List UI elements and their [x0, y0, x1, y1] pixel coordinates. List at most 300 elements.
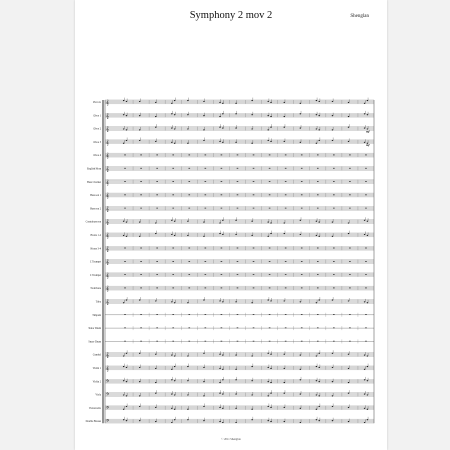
rest-mark: [188, 274, 190, 275]
staff-15: [90, 285, 374, 292]
note-head: [267, 353, 269, 354]
staff-3: [93, 124, 374, 132]
instrument-label: Horns 1-2: [90, 234, 101, 237]
note-head: [348, 233, 350, 234]
rest-mark: [124, 288, 126, 289]
rest-mark: [156, 274, 158, 275]
note-head: [222, 220, 224, 221]
rest-mark: [253, 328, 255, 329]
note-head: [187, 355, 189, 356]
note-head: [284, 354, 286, 355]
note-head: [174, 302, 176, 303]
note-head: [251, 366, 253, 367]
note-head: [126, 367, 128, 368]
note-head: [318, 115, 320, 116]
rest-mark: [333, 314, 335, 315]
note-head: [267, 406, 269, 407]
note-head: [235, 369, 237, 370]
rest-mark: [124, 248, 126, 249]
rest-mark: [317, 328, 319, 329]
note-head: [284, 421, 286, 422]
note-head: [318, 367, 320, 368]
note-head: [171, 103, 173, 104]
rest-mark: [172, 274, 174, 275]
note-head: [332, 129, 334, 130]
composer-name: Shenglan: [350, 14, 369, 19]
rest-mark: [140, 314, 142, 315]
note-head: [126, 381, 128, 382]
rest-mark: [205, 168, 207, 169]
note-head: [187, 128, 189, 129]
note-head: [364, 355, 366, 356]
rest-mark: [253, 208, 255, 209]
note-head: [139, 236, 141, 237]
note-head: [348, 222, 350, 223]
note-head: [222, 422, 224, 423]
note-head: [139, 300, 141, 301]
staff-7: [87, 179, 374, 186]
note-head: [126, 236, 128, 237]
note-head: [251, 221, 253, 222]
rest-mark: [205, 181, 207, 182]
rest-mark: [333, 155, 335, 156]
clef-icon: 𝄞: [106, 246, 109, 253]
note-head: [235, 379, 237, 380]
note-head: [332, 353, 334, 354]
note-head: [270, 233, 272, 234]
rest-mark: [349, 208, 351, 209]
rest-mark: [188, 208, 190, 209]
rest-mark: [301, 168, 303, 169]
rest-mark: [237, 195, 239, 196]
note-head: [367, 419, 369, 420]
note-head: [267, 300, 269, 301]
note-head: [251, 302, 253, 303]
note-head: [364, 422, 366, 423]
rest-mark: [317, 261, 319, 262]
staff-11: [91, 231, 374, 239]
clef-icon: 𝄞: [106, 193, 109, 200]
note-head: [300, 301, 302, 302]
rest-mark: [253, 274, 255, 275]
note-head: [284, 102, 286, 103]
rest-mark: [349, 195, 351, 196]
note-head: [155, 300, 157, 301]
clef-icon: 𝄞: [106, 179, 109, 186]
note-head: [348, 393, 350, 394]
note-head: [364, 128, 366, 129]
rest-mark: [156, 341, 158, 342]
note-head: [251, 143, 253, 144]
note-head: [267, 395, 269, 396]
note-head: [123, 302, 125, 303]
note-head: [316, 394, 318, 395]
rest-mark: [172, 195, 174, 196]
rest-mark: [156, 181, 158, 182]
note-head: [300, 394, 302, 395]
note-head: [222, 234, 224, 235]
rest-mark: [349, 155, 351, 156]
note-head: [367, 366, 369, 367]
rest-mark: [124, 181, 126, 182]
rest-mark: [237, 181, 239, 182]
note-head: [222, 113, 224, 114]
note-head: [123, 366, 125, 367]
note-head: [367, 114, 369, 115]
note-head: [332, 406, 334, 407]
rest-mark: [333, 274, 335, 275]
rest-mark: [221, 314, 223, 315]
rest-mark: [301, 155, 303, 156]
rest-mark: [124, 314, 126, 315]
note-head: [155, 368, 157, 369]
note-head: [270, 421, 272, 422]
note-head: [123, 409, 125, 410]
note-head: [270, 300, 272, 301]
note-head: [187, 235, 189, 236]
instrument-label: Tuba: [95, 300, 101, 304]
note-head: [123, 419, 125, 420]
rest-mark: [221, 274, 223, 275]
note-head: [318, 129, 320, 130]
note-head: [171, 142, 173, 143]
rest-mark: [205, 261, 207, 262]
rest-mark: [237, 248, 239, 249]
rest-mark: [253, 195, 255, 196]
rest-mark: [237, 288, 239, 289]
note-head: [367, 100, 369, 101]
rest-mark: [124, 274, 126, 275]
note-head: [219, 421, 221, 422]
note-head: [284, 116, 286, 117]
note-head: [284, 222, 286, 223]
note-head: [187, 409, 189, 410]
rest-mark: [156, 314, 158, 315]
note-head: [332, 381, 334, 382]
note-head: [203, 420, 205, 421]
note-head: [235, 355, 237, 356]
instrument-label: C Trumpet: [89, 273, 101, 277]
note-head: [222, 128, 224, 129]
note-head: [155, 421, 157, 422]
rest-mark: [140, 248, 142, 249]
note-head: [316, 355, 318, 356]
note-head: [155, 407, 157, 408]
staff-8: [90, 192, 374, 199]
rest-mark: [188, 195, 190, 196]
note-head: [300, 142, 302, 143]
rest-mark: [172, 341, 174, 342]
note-head: [348, 354, 350, 355]
note-head: [139, 395, 141, 396]
rest-mark: [140, 181, 142, 182]
clef-icon: 𝄞: [106, 286, 109, 293]
rest-mark: [253, 181, 255, 182]
note-head: [222, 103, 224, 104]
note-head: [332, 222, 334, 223]
note-head: [123, 143, 125, 144]
rest-mark: [285, 341, 287, 342]
note-head: [155, 393, 157, 394]
note-head: [187, 100, 189, 101]
note-head: [316, 114, 318, 115]
rest-mark: [333, 341, 335, 342]
rest-mark: [349, 168, 351, 169]
note-head: [235, 394, 237, 395]
note-head: [235, 408, 237, 409]
staff-14: [90, 272, 374, 279]
staff-19: [88, 339, 374, 343]
note-head: [332, 101, 334, 102]
rest-mark: [317, 208, 319, 209]
note-head: [203, 101, 205, 102]
rest-mark: [221, 168, 223, 169]
note-head: [139, 353, 141, 354]
note-head: [316, 366, 318, 367]
note-head: [318, 140, 320, 141]
rest-mark: [221, 341, 223, 342]
note-head: [284, 233, 286, 234]
rest-mark: [301, 274, 303, 275]
rest-mark: [221, 155, 223, 156]
rest-mark: [349, 328, 351, 329]
note-head: [235, 301, 237, 302]
instrument-label: Trombone: [90, 287, 101, 291]
rest-mark: [140, 208, 142, 209]
rest-mark: [285, 155, 287, 156]
rest-mark: [140, 328, 142, 329]
rest-mark: [221, 181, 223, 182]
note-head: [222, 369, 224, 370]
note-head: [316, 380, 318, 381]
rest-mark: [156, 248, 158, 249]
clef-icon: 𝄞: [106, 100, 109, 106]
note-head: [219, 116, 221, 117]
rest-mark: [285, 248, 287, 249]
rest-mark: [301, 195, 303, 196]
rest-mark: [317, 341, 319, 342]
note-head: [155, 127, 157, 128]
note-head: [367, 302, 369, 303]
rest-mark: [188, 341, 190, 342]
note-head: [348, 141, 350, 142]
note-head: [171, 301, 173, 302]
note-head: [126, 115, 128, 116]
note-head: [367, 355, 369, 356]
note-head: [235, 234, 237, 235]
staff-12: [91, 245, 374, 252]
note-head: [155, 382, 157, 383]
rest-mark: [253, 314, 255, 315]
instrument-label: Snare Drum: [88, 340, 101, 344]
clef-icon: 𝄞: [106, 139, 109, 146]
rest-mark: [317, 195, 319, 196]
rest-mark: [349, 314, 351, 315]
rest-mark: [124, 261, 126, 262]
note-head: [348, 382, 350, 383]
staff-25: [86, 417, 374, 425]
rest-mark: [269, 181, 271, 182]
note-head: [332, 420, 334, 421]
rest-mark: [172, 208, 174, 209]
note-head: [171, 369, 173, 370]
staff-2: [93, 111, 374, 119]
dynamic-marking: mf: [366, 142, 370, 147]
note-head: [364, 113, 366, 114]
rest-mark: [156, 288, 158, 289]
instrument-label: Contrabassoon: [85, 220, 101, 224]
instrument-label: Oboe 1: [93, 114, 101, 118]
note-head: [235, 103, 237, 104]
note-head: [222, 142, 224, 143]
note-head: [316, 128, 318, 129]
note-head: [284, 141, 286, 142]
note-head: [123, 221, 125, 222]
staff-13: [90, 259, 374, 266]
note-head: [155, 233, 157, 234]
note-head: [219, 141, 221, 142]
note-head: [123, 355, 125, 356]
note-head: [235, 220, 237, 221]
rest-mark: [140, 341, 142, 342]
rest-mark: [156, 208, 158, 209]
rest-mark: [124, 341, 126, 342]
note-head: [318, 101, 320, 102]
note-head: [318, 420, 320, 421]
note-head: [318, 236, 320, 237]
note-head: [203, 140, 205, 141]
score-page: [75, 0, 387, 450]
instrument-label: Violin 1: [92, 367, 101, 370]
rest-mark: [301, 181, 303, 182]
note-head: [139, 129, 141, 130]
note-head: [367, 380, 369, 381]
rest-mark: [301, 328, 303, 329]
rest-mark: [333, 261, 335, 262]
note-head: [219, 127, 221, 128]
instrument-label: Violin 2: [92, 380, 101, 384]
note-head: [174, 221, 176, 222]
dynamic-marking: mf: [366, 129, 370, 134]
rest-mark: [205, 208, 207, 209]
rest-mark: [237, 168, 239, 169]
note-head: [332, 115, 334, 116]
note-head: [300, 113, 302, 114]
note-head: [187, 221, 189, 222]
note-head: [251, 100, 253, 101]
rest-mark: [333, 208, 335, 209]
note-head: [348, 368, 350, 369]
rest-mark: [333, 181, 335, 182]
rest-mark: [237, 155, 239, 156]
note-head: [171, 355, 173, 356]
rest-mark: [349, 288, 351, 289]
rest-mark: [317, 314, 319, 315]
note-head: [348, 116, 350, 117]
note-head: [235, 142, 237, 143]
rest-mark: [365, 208, 367, 209]
note-head: [251, 409, 253, 410]
instrument-label: Bass Clarinet: [87, 180, 101, 184]
rest-mark: [317, 288, 319, 289]
note-head: [267, 236, 269, 237]
note-head: [284, 127, 286, 128]
rest-mark: [253, 341, 255, 342]
rest-mark: [269, 195, 271, 196]
note-head: [187, 114, 189, 115]
note-head: [203, 367, 205, 368]
note-head: [267, 115, 269, 116]
note-head: [139, 406, 141, 407]
note-head: [318, 300, 320, 301]
rest-mark: [221, 248, 223, 249]
note-head: [219, 300, 221, 301]
rest-mark: [349, 274, 351, 275]
rest-mark: [285, 208, 287, 209]
note-head: [318, 395, 320, 396]
rest-mark: [365, 328, 367, 329]
rest-mark: [365, 181, 367, 182]
rest-mark: [301, 261, 303, 262]
note-head: [270, 368, 272, 369]
note-head: [222, 355, 224, 356]
rest-mark: [140, 261, 142, 262]
clef-icon: 𝄞: [106, 299, 109, 306]
staff-24: [89, 404, 374, 412]
rest-mark: [317, 248, 319, 249]
rest-mark: [253, 155, 255, 156]
rest-mark: [333, 288, 335, 289]
note-head: [139, 101, 141, 102]
instrument-label: English Horn: [87, 167, 101, 171]
rest-mark: [188, 261, 190, 262]
rest-mark: [124, 155, 126, 156]
note-head: [284, 368, 286, 369]
rest-mark: [301, 314, 303, 315]
rest-mark: [205, 155, 207, 156]
instrument-label: Oboe 4: [93, 154, 101, 158]
rest-mark: [188, 181, 190, 182]
note-head: [203, 129, 205, 130]
rest-mark: [285, 195, 287, 196]
score-title: Symphony 2 mov 2: [189, 10, 273, 21]
note-head: [235, 128, 237, 129]
instrument-label: Oboe 2: [93, 127, 101, 131]
note-head: [187, 143, 189, 144]
note-head: [123, 380, 125, 381]
note-head: [219, 407, 221, 408]
note-head: [187, 380, 189, 381]
note-head: [316, 221, 318, 222]
rest-mark: [124, 208, 126, 209]
rest-mark: [205, 248, 207, 249]
rest-mark: [140, 155, 142, 156]
note-head: [332, 395, 334, 396]
note-head: [174, 114, 176, 115]
rest-mark: [285, 168, 287, 169]
note-head: [364, 369, 366, 370]
note-head: [139, 420, 141, 421]
rest-mark: [301, 288, 303, 289]
rest-mark: [221, 208, 223, 209]
note-head: [203, 236, 205, 237]
note-head: [364, 103, 366, 104]
note-head: [267, 381, 269, 382]
rest-mark: [188, 314, 190, 315]
note-head: [300, 128, 302, 129]
note-head: [174, 235, 176, 236]
rest-mark: [333, 328, 335, 329]
